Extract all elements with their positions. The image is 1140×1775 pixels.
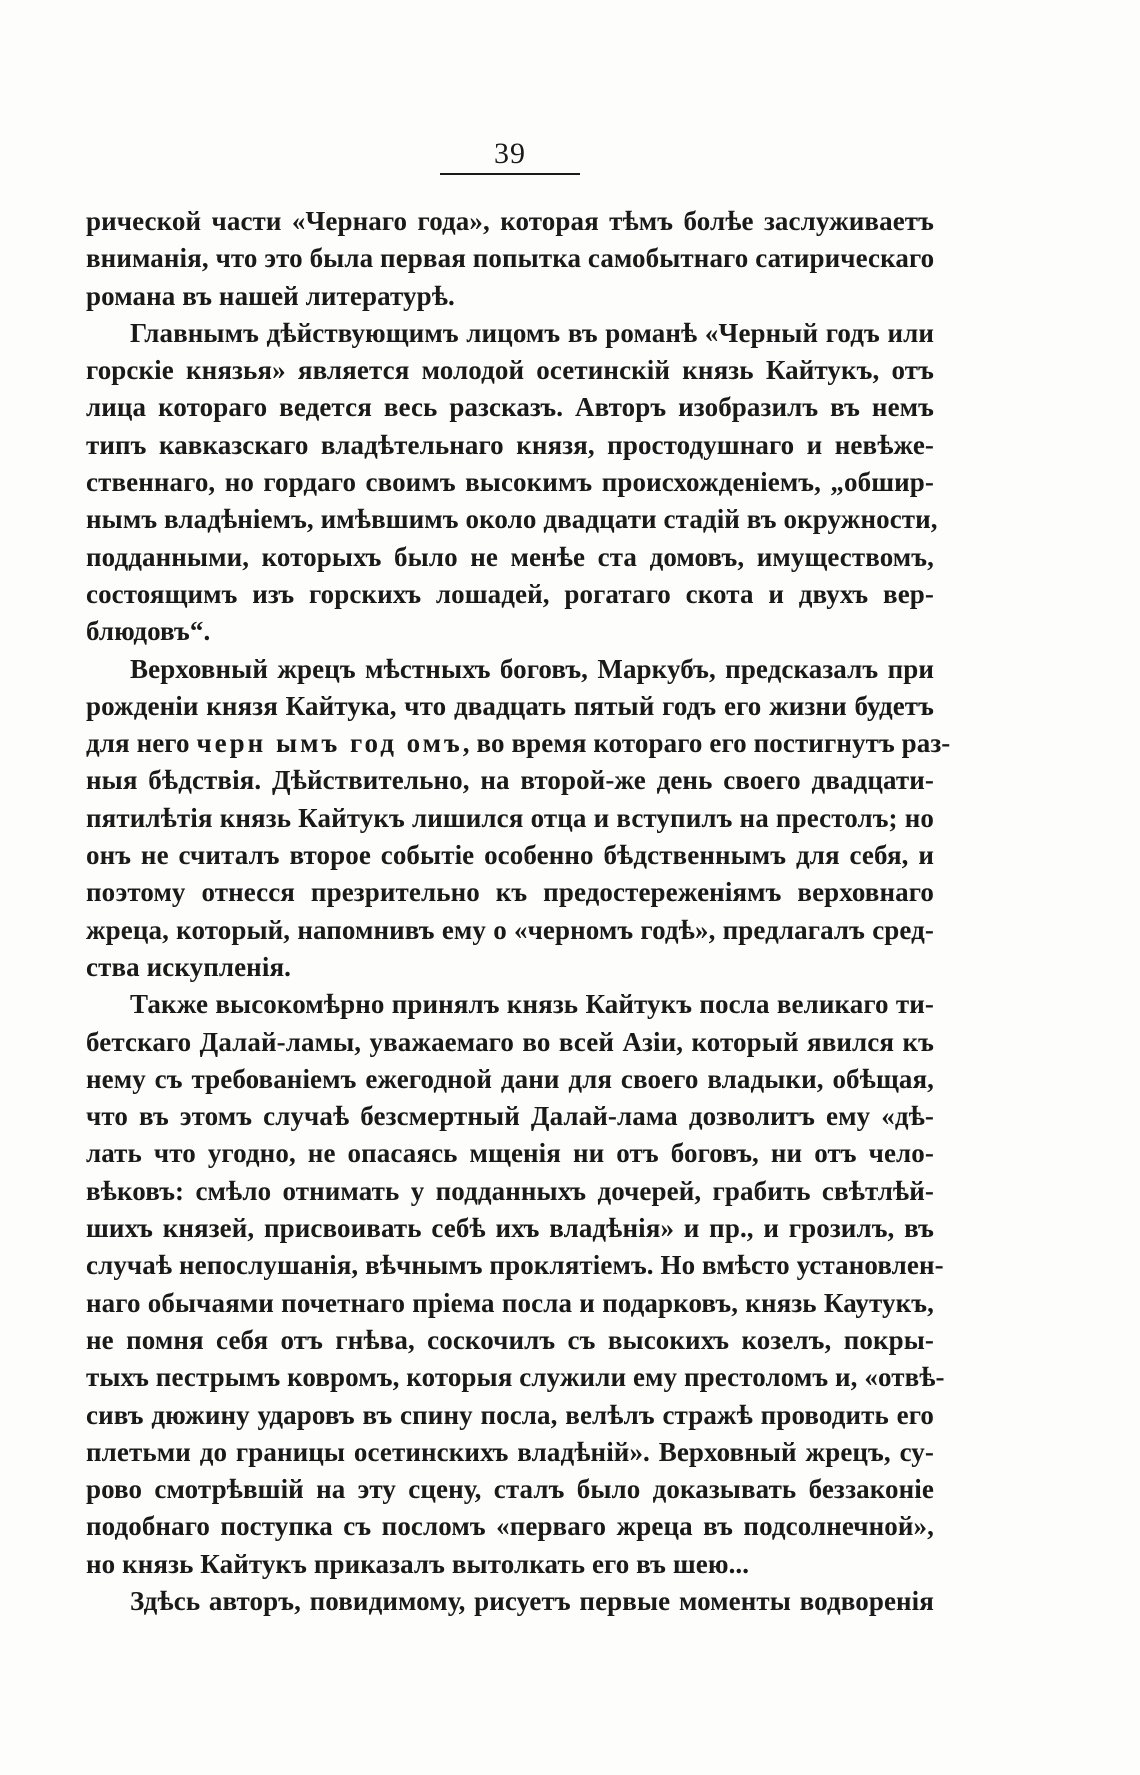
text-line: горскіе князья» является молодой осетинскій князь Кайтукъ, отъ (86, 355, 934, 386)
paragraph-5 (86, 1583, 934, 1620)
text-line: подобнаго поступка съ посломъ «перваго жреца въ подсолнечной», (86, 1511, 934, 1542)
text-line: Верховный жрецъ мѣстныхъ боговъ, Маркубъ, предсказалъ при (130, 653, 934, 684)
text-line: но князь Кайтукъ приказалъ вытолкать его въ шею... (86, 1548, 750, 1579)
text-line: нему съ требованіемъ ежегодной дани для своего владыки, обѣщая, (86, 1063, 934, 1094)
text-line: сивъ дюжину ударовъ въ спину посла, велѣлъ стражѣ проводить его (86, 1399, 934, 1430)
text-line: ства искупленія. (86, 951, 291, 982)
text-line: что въ этомъ случаѣ безсмертный Далай-лама дозволитъ ему «дѣ- (86, 1101, 934, 1132)
text-line: онъ не считалъ второе событіе особенно бѣдственнымъ для себя, и (86, 840, 934, 871)
text-line: вѣковъ: смѣло отнимать у подданныхъ дочерей, грабить свѣтлѣй- (86, 1175, 934, 1206)
text-line: вниманія, что это была первая попытка самобытнаго сатирическаго (86, 243, 935, 274)
text-line: бетскаго Далай-ламы, уважаемаго во всей Азіи, который явился къ (86, 1026, 934, 1057)
text-line: ственнаго, но гордаго своимъ высокимъ происхожденіемъ, „обшир- (86, 467, 934, 498)
text-line: не помня себя отъ гнѣва, соскочилъ съ высокихъ козелъ, покры- (86, 1324, 934, 1355)
text-fragment: , во время котораго его постигнутъ раз- (462, 728, 951, 759)
text-line: Также высокомѣрно принялъ князь Кайтукъ посла великаго ти- (130, 989, 934, 1020)
text-line: Главнымъ дѣйствующимъ лицомъ въ романѣ «Черный годъ или (130, 317, 934, 348)
text-line: состоящимъ изъ горскихъ лошадей, рогатаго скота и двухъ вер- (86, 578, 934, 609)
paragraph-1 (86, 203, 934, 315)
text-line: пятилѣтія князь Кайтукъ лишился отца и вступилъ на престолъ; но (86, 802, 934, 833)
page-number-rule (440, 173, 580, 175)
text-line: блюдовъ“. (86, 616, 211, 647)
text-line: рово смотрѣвшій на эту сцену, сталъ было доказывать беззаконіе (86, 1474, 934, 1505)
text-fragment: для него (86, 728, 197, 759)
text-line: нымъ владѣніемъ, имѣвшимъ около двадцати стадій въ окружности, (86, 504, 938, 535)
text-line: случаѣ непослушанія, вѣчнымъ проклятіемъ. Но вмѣсто установлен- (86, 1250, 944, 1281)
emphasized-text: черн ымъ год омъ (196, 728, 463, 759)
text-line: поэтому отнесся презрительно къ предостереженіямъ верховнаго (86, 877, 934, 908)
paragraph-4 (86, 986, 945, 1583)
body-text (86, 203, 951, 1620)
text-line: наго обычаями почетнаго пріема посла и подарковъ, князь Каутукъ, (86, 1287, 934, 1318)
paragraph-2 (86, 315, 938, 651)
text-line: лица котораго ведется весь разсказъ. Авторъ изобразилъ въ немъ (86, 392, 934, 423)
text-line: жреца, который, напомнивъ ему о «черномъ годѣ», предлагалъ сред- (86, 914, 934, 945)
text-line: ныя бѣдствія. Дѣйствительно, на второй-же день своего двадцати- (86, 765, 934, 796)
text-line-composite (86, 725, 951, 762)
page-number: 39 (494, 137, 526, 170)
text-line: романа въ нашей литературѣ. (86, 280, 455, 311)
text-line: подданными, которыхъ было не менѣе ста домовъ, имуществомъ, (86, 541, 934, 572)
text-line: тыхъ пестрымъ ковромъ, которыя служили ему престоломъ и, «отвѣ- (86, 1362, 945, 1393)
text-line: типъ кавказскаго владѣтельнаго князя, простодушнаго и невѣже- (86, 429, 934, 460)
text-line: рической части «Чернаго года», которая тѣмъ болѣе заслуживаетъ (86, 206, 934, 236)
text-line: лать что угодно, не опасаясь мщенія ни отъ боговъ, ни отъ чело- (86, 1138, 934, 1169)
paragraph-3 (86, 651, 951, 987)
text-line: плетьми до границы осетинскихъ владѣній». Верховный жрецъ, су- (86, 1436, 934, 1467)
text-line: рожденіи князя Кайтука, что двадцать пятый годъ его жизни будетъ (86, 690, 934, 721)
text-line: Здѣсь авторъ, повидимому, рисуетъ первые моменты водворенія (130, 1585, 934, 1616)
text-line: шихъ князей, присвоивать себѣ ихъ владѣнія» и пр., и грозилъ, въ (86, 1213, 934, 1244)
